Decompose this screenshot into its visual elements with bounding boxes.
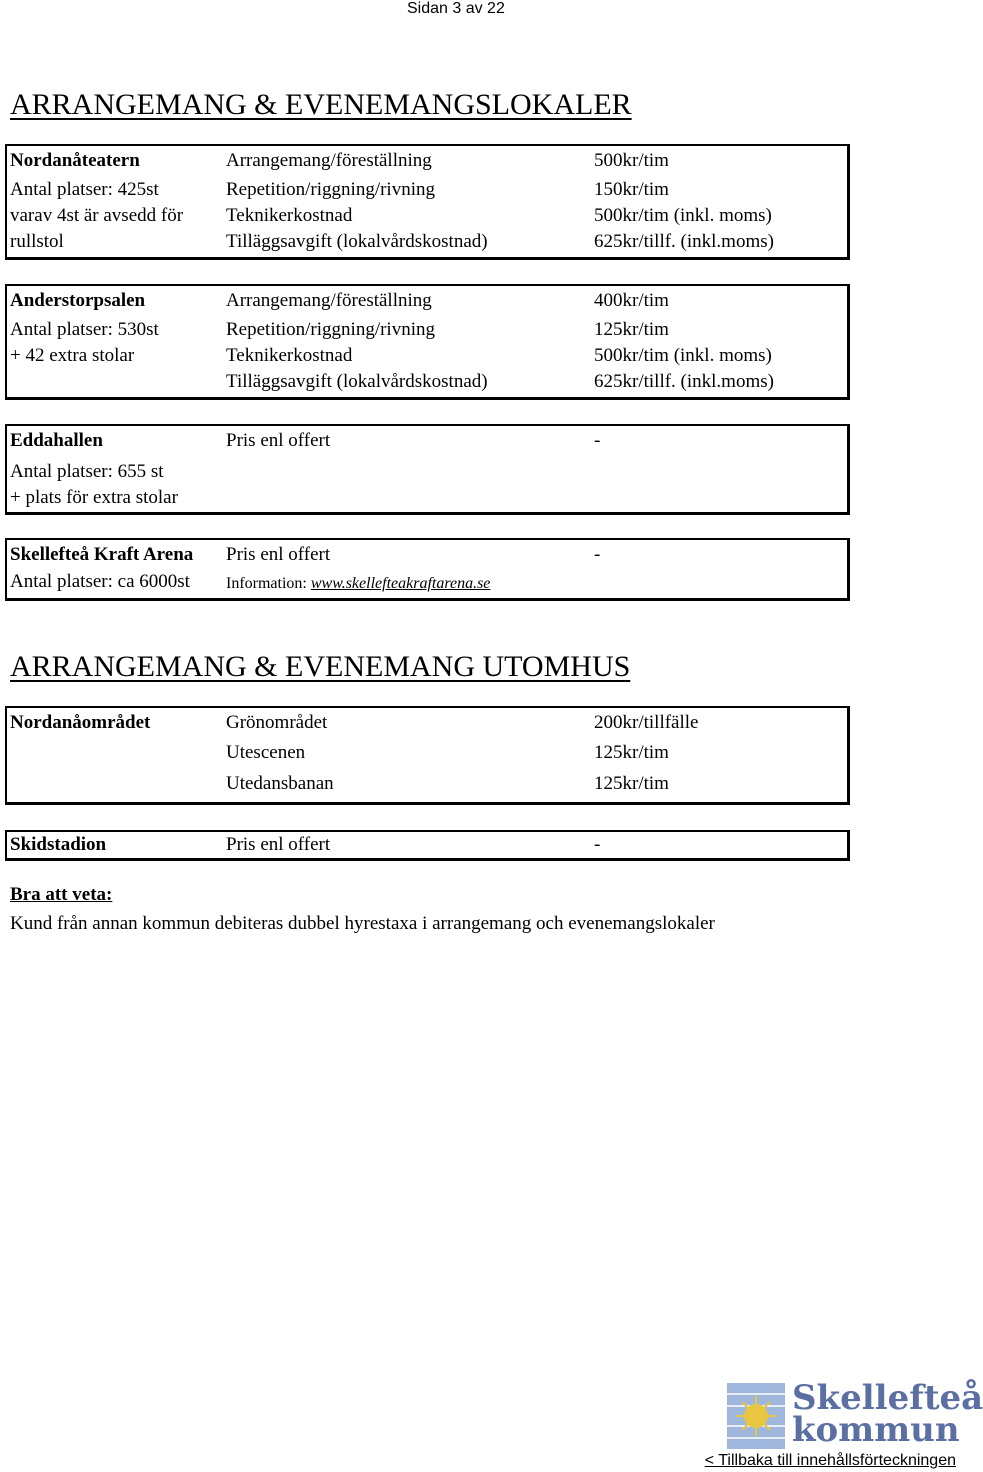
item-label: Pris enl offert — [226, 544, 331, 565]
venue-info: + plats för extra stolar — [10, 487, 178, 508]
logo-wordmark — [792, 1378, 983, 1450]
item-label: Arrangemang/föreställning — [226, 290, 432, 311]
item-label: Utescenen — [226, 742, 306, 763]
item-price: 125kr/tim — [594, 319, 669, 340]
venue-name: Skellefteå Kraft Arena — [10, 544, 194, 565]
item-price: 625kr/tillf. (inkl.moms) — [594, 371, 774, 392]
item-label: Teknikerkostnad — [226, 205, 353, 226]
city-shield-icon — [726, 1382, 786, 1450]
item-label: Repetition/riggning/rivning — [226, 319, 435, 340]
logo-line2: kommun — [792, 1410, 960, 1450]
item-label: Utedansbanan — [226, 773, 334, 794]
info-label: Information: — [226, 575, 307, 592]
item-price: 500kr/tim (inkl. moms) — [594, 205, 772, 226]
item-label: Pris enl offert — [226, 834, 331, 855]
arena-website-link[interactable]: www.skellefteakraftarena.se — [310, 575, 491, 592]
item-label: Tilläggsavgift (lokalvårdskostnad) — [226, 371, 488, 392]
item-price: 400kr/tim — [594, 290, 669, 311]
venue-name: Nordanåteatern — [10, 150, 140, 171]
section-title-outdoor: ARRANGEMANG & EVENEMANG UTOMHUS — [10, 650, 631, 683]
item-label: Arrangemang/föreställning — [226, 150, 432, 171]
item-price: 500kr/tim — [594, 150, 669, 171]
venue-box-skelleftea-kraft-arena — [5, 538, 850, 601]
venue-info: varav 4st är avsedd för — [10, 205, 184, 226]
venue-info: Antal platser: 655 st — [10, 461, 164, 482]
item-label: Teknikerkostnad — [226, 345, 353, 366]
venue-name: Skidstadion — [10, 834, 107, 855]
venue-box-anderstorpsalen — [5, 284, 850, 400]
venue-info: Antal platser: 425st — [10, 179, 159, 200]
item-label: Pris enl offert — [226, 430, 331, 451]
note-heading: Bra att veta: — [10, 884, 113, 905]
venue-name: Nordanåområdet — [10, 712, 151, 733]
item-label: Grönområdet — [226, 712, 328, 733]
venue-info: + 42 extra stolar — [10, 345, 135, 366]
item-price: - — [594, 430, 601, 451]
back-to-toc-link[interactable]: < Tillbaka till innehållsförteckningen — [704, 1452, 956, 1469]
logo-line1: Skellefteå — [792, 1378, 983, 1418]
section-title-indoor: ARRANGEMANG & EVENEMANGSLOKALER — [10, 88, 632, 121]
item-price: 625kr/tillf. (inkl.moms) — [594, 231, 774, 252]
item-price: 125kr/tim — [594, 773, 669, 794]
venue-box-eddahallen — [5, 424, 850, 515]
item-price: 200kr/tillfälle — [594, 712, 699, 733]
page-number: Sidan 3 av 22 — [407, 0, 505, 17]
venue-name: Eddahallen — [10, 430, 103, 451]
skelleftea-kommun-logo — [726, 1378, 983, 1452]
venue-box-skidstadion — [5, 830, 850, 861]
venue-name: Anderstorpsalen — [10, 290, 146, 311]
item-label: Repetition/riggning/rivning — [226, 179, 435, 200]
venue-box-nordanaomradet — [5, 706, 850, 805]
venue-info: Antal platser: 530st — [10, 319, 159, 340]
venue-info: rullstol — [10, 231, 64, 252]
item-price: 125kr/tim — [594, 742, 669, 763]
venue-info: Antal platser: ca 6000st — [10, 571, 190, 592]
item-price: 150kr/tim — [594, 179, 669, 200]
item-price: - — [594, 834, 601, 855]
item-price: - — [594, 544, 601, 565]
venue-box-nordanateatern — [5, 144, 850, 260]
item-label: Tilläggsavgift (lokalvårdskostnad) — [226, 231, 488, 252]
note-text: Kund från annan kommun debiteras dubbel hyrestaxa i arrangemang och evenemangslokaler — [10, 913, 715, 934]
item-price: 500kr/tim (inkl. moms) — [594, 345, 772, 366]
info-text — [226, 573, 490, 595]
